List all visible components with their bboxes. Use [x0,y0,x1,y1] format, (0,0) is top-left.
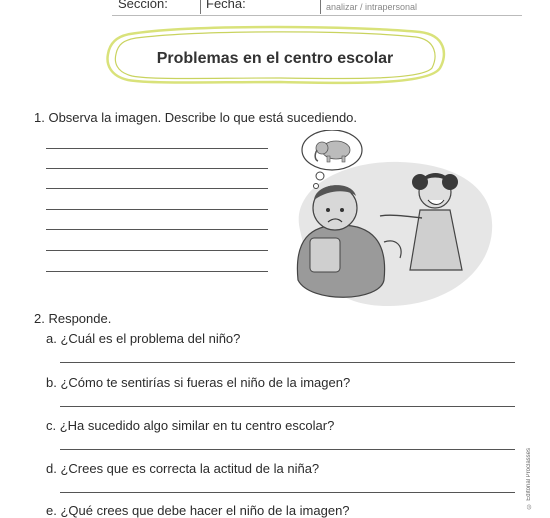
answer-line[interactable] [46,229,268,230]
sub-question-e: e. ¿Qué crees que debe hacer el niño de la imagen? [46,503,350,518]
sub-question-a: a. ¿Cuál es el problema del niño? [46,331,241,346]
title-banner [100,24,450,92]
answer-line[interactable] [60,362,515,363]
illustration-drawing [280,130,500,310]
answer-line[interactable] [46,271,268,272]
sub-question-d: d. ¿Crees que es correcta la actitud de la niña? [46,461,320,476]
question-1: 1. Observa la imagen. Describe lo que está sucediendo. [34,110,358,125]
question-2: 2. Responde. [34,311,112,326]
answer-line[interactable] [60,406,515,407]
answer-line[interactable] [60,492,515,493]
publisher-credit: © Editorial Proclasses [526,448,532,509]
sub-question-c: c. ¿Ha sucedido algo similar en tu centro escolar? [46,418,335,433]
answer-line[interactable] [46,168,268,169]
header-bar [0,0,550,16]
header-divider [200,0,201,14]
header-underline [112,15,522,16]
answer-line[interactable] [46,250,268,251]
answer-line[interactable] [46,148,268,149]
skill-hint: analizar / intrapersonal [326,2,418,12]
answer-line[interactable] [46,188,268,189]
sub-question-b: b. ¿Cómo te sentirías si fueras el niño de la imagen? [46,375,351,390]
answer-line[interactable] [46,209,268,210]
seccion-label: Sección: [118,0,168,11]
page-title: Problemas en el centro escolar [156,50,394,67]
bullying-illustration [280,130,500,310]
answer-line[interactable] [60,449,515,450]
header-divider [320,0,321,14]
fecha-label: Fecha: [206,0,246,11]
